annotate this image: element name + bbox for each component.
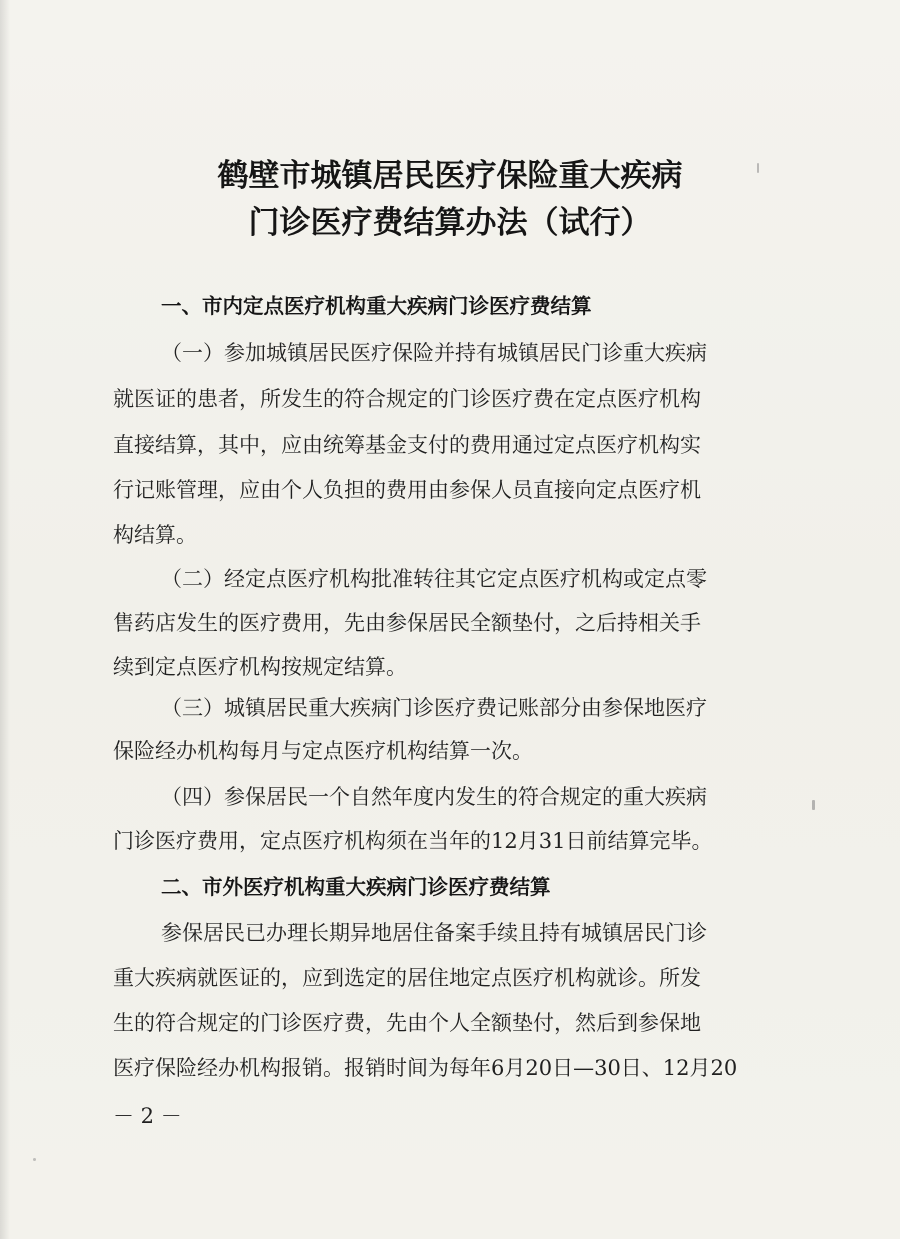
scan-speck — [812, 800, 815, 810]
section-1-para-2-line-1: （二）经定点医疗机构批准转往其它定点医疗机构或定点零 — [161, 567, 707, 591]
section-2-para-1-line-1: 参保居民已办理长期异地居住备案手续且持有城镇居民门诊 — [161, 921, 707, 945]
section-1-para-1-line-5: 构结算。 — [113, 523, 197, 547]
section-1-para-4-line-2: 门诊医疗费用，定点医疗机构须在当年的12月31日前结算完毕。 — [113, 829, 713, 853]
section-2-para-1-line-4: 医疗保险经办机构报销。报销时间为每年6月20日—30日、12月20 — [113, 1056, 738, 1080]
section-1-heading: 一、市内定点医疗机构重大疾病门诊医疗费结算 — [161, 294, 592, 318]
scan-speck — [33, 1158, 36, 1161]
document-title-line-1: 鹤壁市城镇居民医疗保险重大疾病 — [217, 158, 683, 194]
section-1-para-2-line-3: 续到定点医疗机构按规定结算。 — [113, 655, 407, 679]
section-1-para-4-line-1: （四）参保居民一个自然年度内发生的符合规定的重大疾病 — [161, 785, 707, 809]
section-1-para-1-line-3: 直接结算，其中，应由统筹基金支付的费用通过定点医疗机构实 — [113, 433, 701, 457]
document-title-line-2: 门诊医疗费结算办法（试行） — [248, 205, 652, 241]
section-1-para-1-line-2: 就医证的患者，所发生的符合规定的门诊医疗费在定点医疗机构 — [113, 387, 701, 411]
section-1-para-2-line-2: 售药店发生的医疗费用，先由参保居民全额垫付，之后持相关手 — [113, 611, 701, 635]
section-1-para-1-line-1: （一）参加城镇居民医疗保险并持有城镇居民门诊重大疾病 — [161, 341, 707, 365]
section-1-para-1-line-4: 行记账管理，应由个人负担的费用由参保人员直接向定点医疗机 — [113, 478, 701, 502]
page-number: － 2 － — [113, 1104, 182, 1128]
section-1-para-3-line-1: （三）城镇居民重大疾病门诊医疗费记账部分由参保地医疗 — [161, 696, 707, 720]
section-2-heading: 二、市外医疗机构重大疾病门诊医疗费结算 — [161, 875, 551, 899]
section-2-para-1-line-3: 生的符合规定的门诊医疗费，先由个人全额垫付，然后到参保地 — [113, 1011, 701, 1035]
section-1-para-3-line-2: 保险经办机构每月与定点医疗机构结算一次。 — [113, 739, 533, 763]
scan-speck — [757, 163, 759, 173]
section-2-para-1-line-2: 重大疾病就医证的，应到选定的居住地定点医疗机构就诊。所发 — [113, 966, 701, 990]
